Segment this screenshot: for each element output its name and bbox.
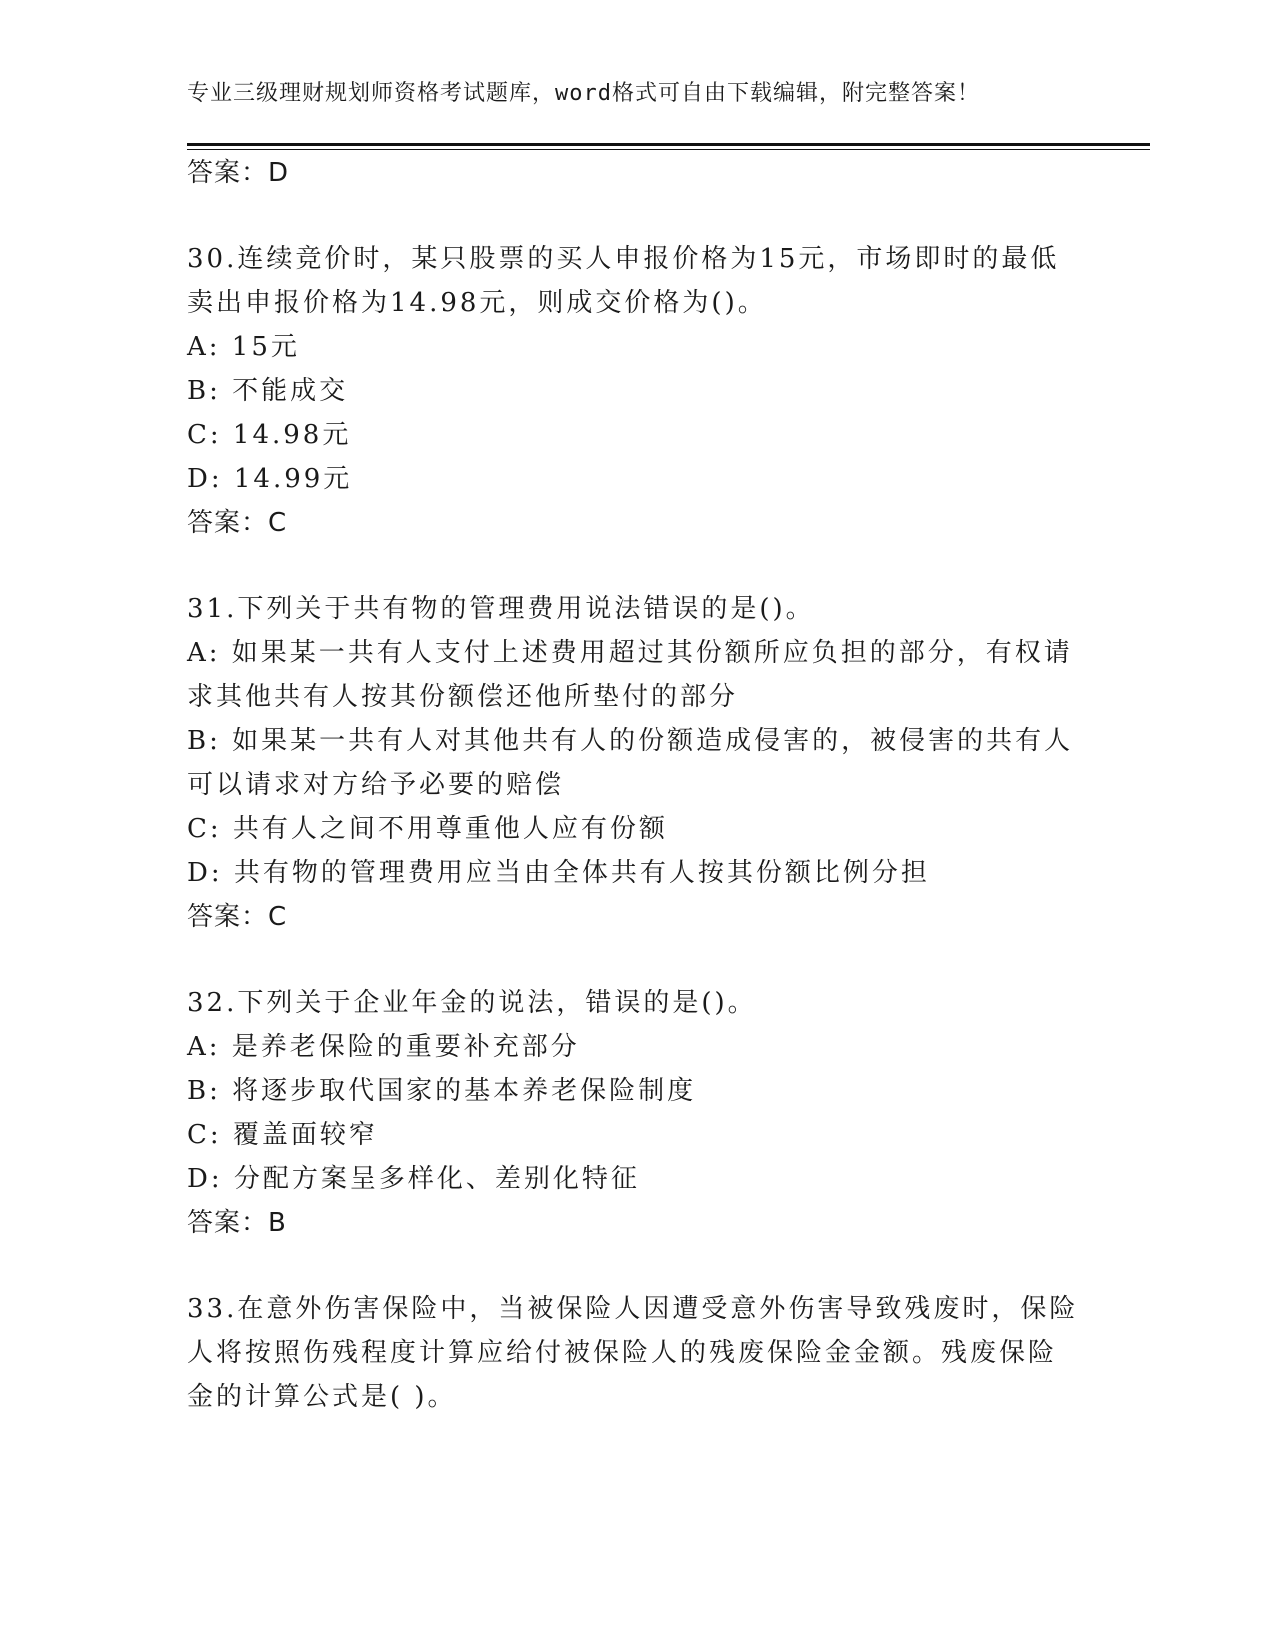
header-rule-thick — [187, 143, 1150, 146]
question-30-option-b: B: 不能成交 — [187, 376, 349, 406]
question-31-option-d: D: 共有物的管理费用应当由全体共有人按其份额比例分担 — [187, 858, 930, 888]
question-33-text-line-2: 人将按照伤残程度计算应给付被保险人的残废保险金金额。残废保险 — [187, 1338, 1058, 1368]
question-32-option-b: B: 将逐步取代国家的基本养老保险制度 — [187, 1076, 697, 1106]
question-31-option-a-line-1: A: 如果某一共有人支付上述费用超过其份额所应负担的部分，有权请 — [187, 638, 1073, 668]
question-32-option-a: A: 是养老保险的重要补充部分 — [187, 1032, 580, 1062]
question-32-text-line-1: 32.下列关于企业年金的说法，错误的是()。 — [187, 988, 757, 1018]
question-32-option-c: C: 覆盖面较窄 — [187, 1120, 378, 1150]
question-31-answer: 答案：C — [187, 902, 288, 932]
question-30-option-d: D: 14.99元 — [187, 464, 353, 494]
question-31-option-b-line-2: 可以请求对方给予必要的赔偿 — [187, 770, 565, 800]
question-32-option-d: D: 分配方案呈多样化、差别化特征 — [187, 1164, 640, 1194]
previous-answer: 答案：D — [187, 158, 290, 188]
question-30-option-a: A: 15元 — [187, 332, 300, 362]
question-32-answer: 答案：B — [187, 1208, 287, 1238]
page-header: 专业三级理财规划师资格考试题库，word格式可自由下载编辑，附完整答案！ — [187, 81, 980, 106]
question-30-text-line-1: 30.连续竞价时，某只股票的买人申报价格为15元，市场即时的最低 — [187, 244, 1060, 274]
question-30-answer: 答案：C — [187, 508, 288, 538]
question-30-option-c: C: 14.98元 — [187, 420, 352, 450]
question-31-option-a-line-2: 求其他共有人按其份额偿还他所垫付的部分 — [187, 682, 739, 712]
question-31-option-c: C: 共有人之间不用尊重他人应有份额 — [187, 814, 668, 844]
question-33-text-line-3: 金的计算公式是( )。 — [187, 1382, 457, 1412]
question-31-text-line-1: 31.下列关于共有物的管理费用说法错误的是()。 — [187, 594, 815, 624]
question-30-text-line-2: 卖出申报价格为14.98元，则成交价格为()。 — [187, 288, 767, 318]
header-rule-thin — [187, 149, 1150, 150]
question-33-text-line-1: 33.在意外伤害保险中，当被保险人因遭受意外伤害导致残废时，保险 — [187, 1294, 1079, 1324]
question-31-option-b-line-1: B: 如果某一共有人对其他共有人的份额造成侵害的，被侵害的共有人 — [187, 726, 1074, 756]
